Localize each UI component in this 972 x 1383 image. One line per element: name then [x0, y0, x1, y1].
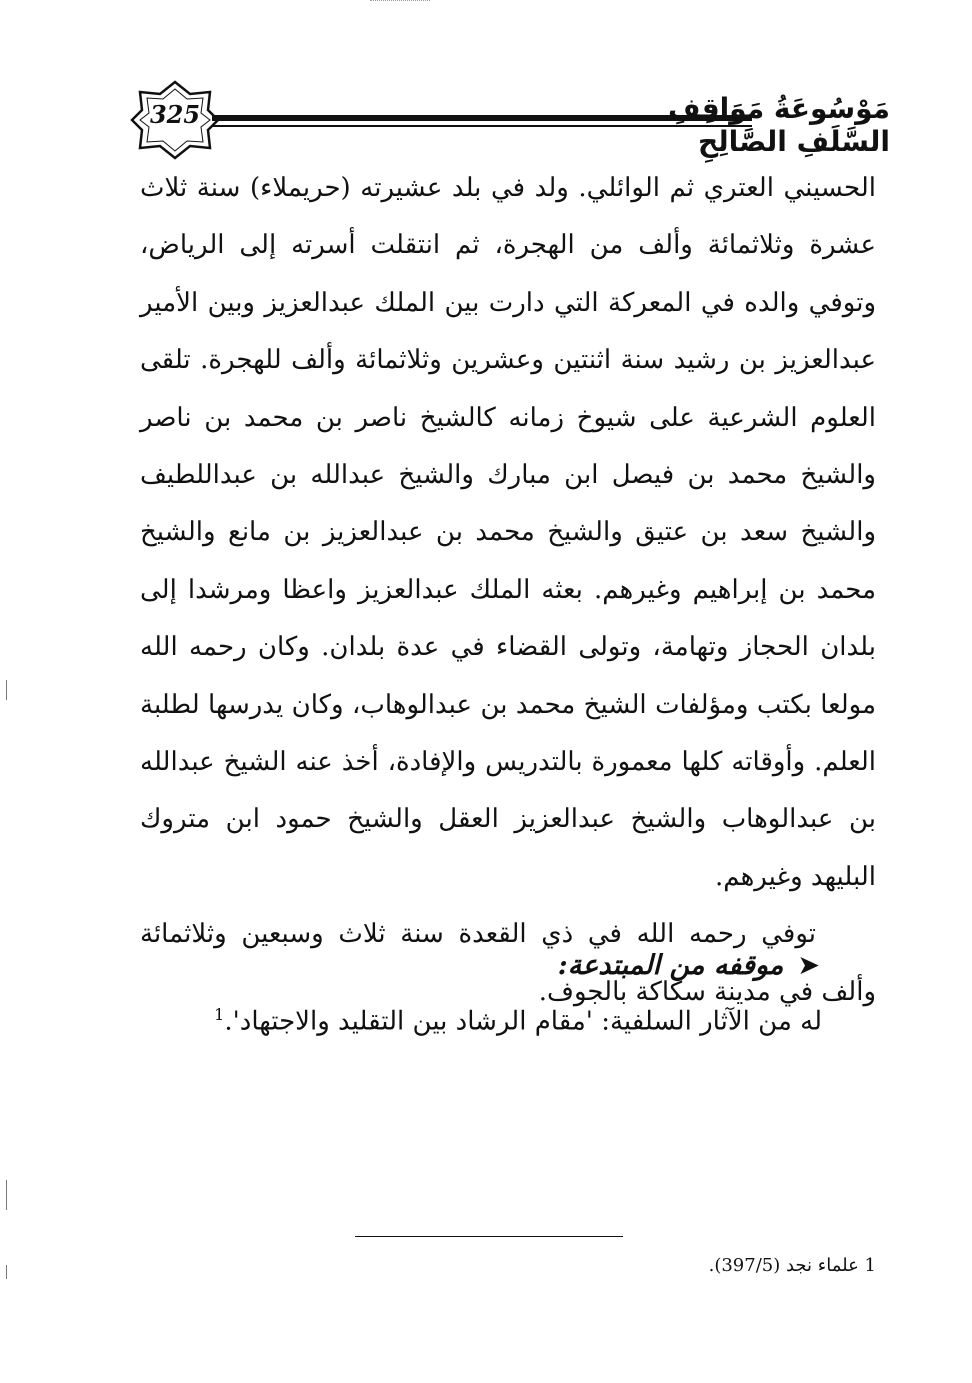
footnote-reference: 1 — [214, 1005, 225, 1024]
arrowhead-bullet-icon: ➤ — [797, 950, 820, 981]
scan-edge-mark — [6, 1180, 7, 1210]
paragraph-biography: الحسيني العتري ثم الوائلي. ولد في بلد عشيرته (حريملاء) سنة ثلاث عشرة وثلاثمائة وألف من الهجرة، ثم انتقلت أسرته إلى الرياض، وتوفي والده في المعركة التي دارت بين الملك عبدالعزيز وبين الأمير عبدالعزيز بن رشيد سنة اثنتين وعشرين وثلاثمائة وألف للهجرة. تلقى العلوم الشرعية على شيوخ زمانه كالشيخ ناصر بن محمد بن ناصر والشيخ محمد بن فيصل ابن مبارك والشيخ عبدالله بن عبداللطيف والشيخ سعد بن عتيق والشيخ محمد بن عبدالعزيز بن مانع والشيخ محمد بن إبراهيم وغيرهم. بعثه الملك عبدالعزيز واعظا ومرشدا إلى بلدان الحجاز وتهامة، وتولى القضاء في عدة بلدان. وكان رحمه الله مولعا بكتب ومؤلفات الشيخ محمد بن عبدالوهاب، وكان يدرسها لطلبة العلم. وأوقاته كلها معمورة بالتدريس والإفادة، أخذ عنه الشيخ عبدالله بن عبدالوهاب والشيخ عبدالعزيز العقل والشيخ حمود ابن متروك البليهد وغيرهم. — [140, 173, 876, 892]
paragraph-death: توفي رحمه الله في ذي القعدة سنة ثلاث وسبعين وثلاثمائة وألف في مدينة سكاكة بالجوف. — [140, 919, 876, 1007]
scan-edge-mark — [6, 1265, 7, 1279]
footnote-separator — [355, 1236, 623, 1237]
section-heading — [400, 950, 820, 981]
works-line — [200, 1005, 822, 1037]
page-number-badge — [130, 80, 220, 160]
page-number: 325 — [149, 100, 201, 129]
footnote: 1 علماء نجد (397/5). — [708, 1255, 876, 1276]
series-title: مَوْسُوعَةُ مَوَاقِفِ السَّلَفِ الصَّالِحِ — [667, 92, 890, 158]
page-header — [130, 80, 890, 160]
works-text: له من الآثار السلفية: 'مقام الرشاد بين التقليد والاجتهاد'. — [224, 1006, 822, 1037]
section-heading-label: موقفه من المبتدعة: — [557, 950, 784, 981]
top-edge-dots — [370, 0, 430, 5]
scan-edge-mark — [6, 680, 7, 700]
body-text — [140, 160, 876, 1021]
